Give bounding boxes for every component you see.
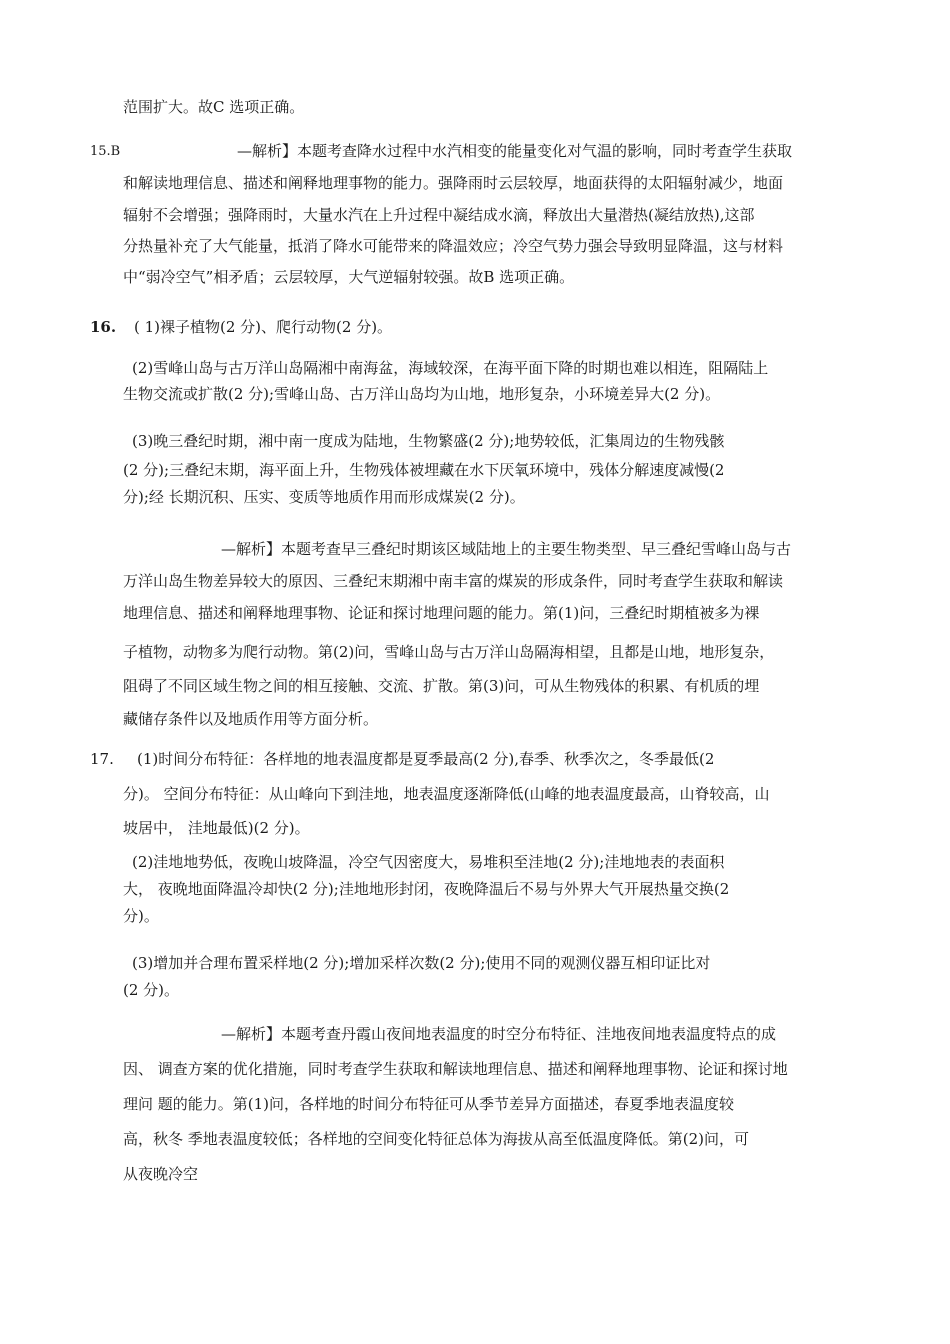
text-line: —解析】本题考查降水过程中水汽相变的能量变化对气温的影响，同时考查学生获取 (237, 142, 793, 160)
text-line: (2 分)。 (123, 981, 180, 999)
text-line: 分)。 空间分布特征：从山峰向下到洼地，地表温度逐渐降低(山峰的地表温度最高，山脊较高，山 (123, 785, 770, 803)
question-number-17: 17. (90, 750, 114, 768)
text-line: 坡居中， 洼地最低)(2 分)。 (123, 819, 310, 837)
question-number-16: 16. (90, 318, 117, 336)
text-line: 从夜晚冷空 (123, 1165, 199, 1183)
text-line: 生物交流或扩散(2 分);雪峰山岛、古万洋山岛均为山地，地形复杂，小环境差异大(2 分)。 (123, 385, 721, 403)
text-line: 辐射不会增强；强降雨时，大量水汽在上升过程中凝结成水滴，释放出大量潜热(凝结放热),这部 (123, 206, 755, 224)
text-line: 藏储存条件以及地质作用等方面分析。 (123, 710, 379, 728)
text-line: 分)。 (123, 907, 159, 925)
text-line: 分);经 长期沉积、压实、变质等地质作用而形成煤炭(2 分)。 (123, 488, 525, 506)
text-line: (2)洼地地势低，夜晚山坡降温，冷空气因密度大，易堆积至洼地(2 分);洼地地表的表面积 (132, 853, 725, 871)
text-line: (2 分);三叠纪末期，海平面上升，生物残体被埋藏在水下厌氧环境中，残体分解速度减慢(2 (123, 461, 725, 479)
text-line: —解析】本题考查早三叠纪时期该区域陆地上的主要生物类型、早三叠纪雪峰山岛与古 (221, 540, 792, 558)
text-line: 子植物，动物多为爬行动物。第(2)问，雪峰山岛与古万洋山岛隔海相望，且都是山地，地形复杂， (123, 643, 775, 661)
text-line: 中“弱冷空气”相矛盾；云层较厚，大气逆辐射较强。故B 选项正确。 (123, 268, 575, 286)
text-line: (1)时间分布特征：各样地的地表温度都是夏季最高(2 分),春季、秋季次之，冬季最低(2 (137, 750, 715, 768)
text-line: 理问 题的能力。第(1)问，各样地的时间分布特征可从季节差异方面描述，春夏季地表温度较 (123, 1095, 735, 1113)
text-line: 高，秋冬 季地表温度较低；各样地的空间变化特征总体为海拔从高至低温度降低。第(2)问，可 (123, 1130, 750, 1148)
question-number-15: 15.B (90, 144, 121, 159)
text-line: 地理信息、描述和阐释地理事物、论证和探讨地理问题的能力。第(1)问，三叠纪时期植被多为裸 (123, 604, 760, 622)
text-line: 阻碍了不同区域生物之间的相互接触、交流、扩散。第(3)问，可从生物残体的积累、有机质的埋 (123, 677, 760, 695)
text-line: 范围扩大。故C 选项正确。 (123, 98, 305, 116)
text-line: 分热量补充了大气能量，抵消了降水可能带来的降温效应；冷空气势力强会导致明显降温，这与材料 (123, 237, 784, 255)
text-line: ( 1)裸子植物(2 分)、爬行动物(2 分)。 (134, 318, 393, 336)
text-line: 因、 调查方案的优化措施，同时考查学生获取和解读地理信息、描述和阐释地理事物、论证和探讨地 (123, 1060, 788, 1078)
text-line: (2)雪峰山岛与古万洋山岛隔湘中南海盆，海域较深，在海平面下降的时期也难以相连，阻隔陆上 (132, 359, 769, 377)
text-line: —解析】本题考查丹霞山夜间地表温度的时空分布特征、洼地夜间地表温度特点的成 (221, 1025, 777, 1043)
text-line: (3)晚三叠纪时期，湘中南一度成为陆地，生物繁盛(2 分);地势较低，汇集周边的生物残骸 (132, 432, 725, 450)
text-line: 和解读地理信息、描述和阐释地理事物的能力。强降雨时云层较厚，地面获得的太阳辐射减少，地面 (123, 174, 784, 192)
text-line: (3)增加并合理布置采样地(2 分);增加采样次数(2 分);使用不同的观测仪器互相印证比对 (132, 954, 711, 972)
text-line: 大， 夜晚地面降温冷却快(2 分);洼地地形封闭，夜晚降温后不易与外界大气开展热量交换(2 (123, 880, 730, 898)
text-line: 万洋山岛生物差异较大的原因、三叠纪末期湘中南丰富的煤炭的形成条件，同时考查学生获取和解读 (123, 572, 784, 590)
